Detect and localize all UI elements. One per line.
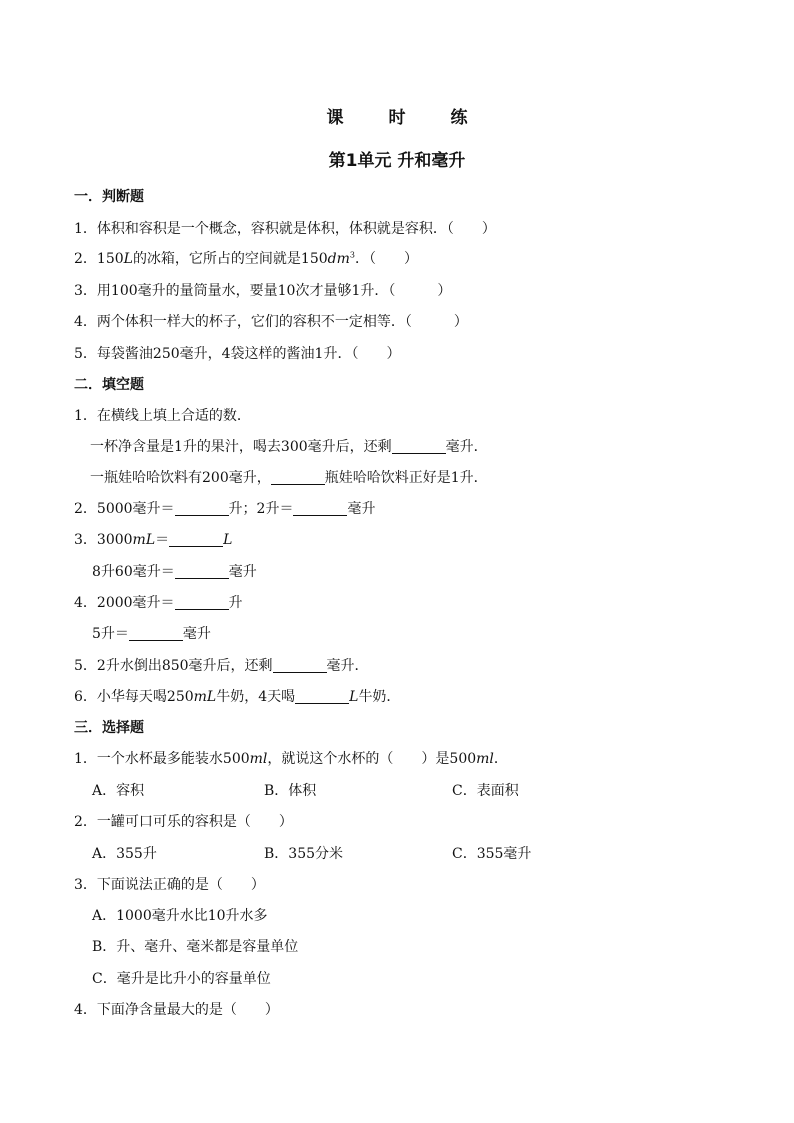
question-2-5: 5．2升水倒出850毫升后，还剩 毫升．: [74, 658, 369, 674]
answer-blank[interactable]: [175, 564, 229, 579]
answer-blank[interactable]: [175, 501, 229, 516]
question-3-2: 2．一罐可口可乐的容积是（ ）: [74, 814, 293, 830]
question-1-4: 4．两个体积一样大的杯子，它们的容积不一定相等．（ ）: [74, 314, 468, 330]
question-1-1: 1．体积和容积是一个概念，容积就是体积，体积就是容积．（ ）: [74, 221, 496, 237]
answer-blank[interactable]: [169, 532, 223, 547]
answer-blank[interactable]: [273, 658, 327, 673]
question-2-3: 3．3000mL＝ L: [74, 532, 233, 548]
option-3-3-b[interactable]: B．升、毫升、毫米都是容量单位: [92, 939, 299, 955]
question-2-1a: 一杯净含量是1升的果汁，喝去300毫升后，还剩 毫升．: [90, 439, 488, 455]
question-1-2: 2．150L的冰箱，它所占的空间就是$150dm^3$．（ ）: [74, 250, 419, 267]
question-2-3b: 8升60毫升＝ 毫升: [92, 564, 257, 580]
question-1-3: 3．用100毫升的量筒量水，要量10次才量够1升．（ ）: [74, 283, 452, 299]
question-2-1b: 一瓶娃哈哈饮料有200毫升， 瓶娃哈哈饮料正好是1升．: [90, 470, 488, 486]
answer-blank[interactable]: [295, 689, 349, 704]
question-3-1: 1．一个水杯最多能装水500ml，就说这个水杯的（ ）是500ml．: [74, 751, 508, 767]
question-1-5: 5．每袋酱油250毫升，4袋这样的酱油1升．（ ）: [74, 346, 401, 362]
page-subtitle: 第1单元 升和毫升: [328, 151, 466, 171]
answer-blank[interactable]: [271, 470, 325, 485]
answer-blank[interactable]: [293, 501, 347, 516]
option-3-3-c[interactable]: C．毫升是比升小的容量单位: [92, 971, 271, 987]
answer-blank[interactable]: [392, 439, 446, 454]
option-3-1-c[interactable]: C．表面积: [452, 783, 519, 799]
section-heading-fill: 二．填空题: [74, 377, 144, 393]
section-heading-judgement: 一．判断题: [74, 189, 144, 205]
answer-blank[interactable]: [175, 595, 229, 610]
question-2-2: 2．5000毫升＝ 升；2升＝ 毫升: [74, 501, 376, 517]
question-3-3: 3．下面说法正确的是（ ）: [74, 877, 265, 893]
answer-blank[interactable]: [129, 626, 183, 641]
section-heading-choice: 三．选择题: [74, 720, 144, 736]
page-title: 课 时 练: [326, 108, 482, 128]
option-3-1-b[interactable]: B．体积: [264, 783, 317, 799]
question-2-6: 6．小华每天喝250mL牛奶，4天喝 L牛奶．: [74, 689, 401, 705]
question-2-1: 1．在横线上填上合适的数．: [74, 408, 251, 424]
question-3-4: 4．下面净含量最大的是（ ）: [74, 1002, 279, 1018]
option-3-2-c[interactable]: C．355毫升: [452, 846, 532, 862]
question-2-4: 4．2000毫升＝ 升: [74, 595, 243, 611]
question-2-4b: 5升＝ 毫升: [92, 626, 211, 642]
option-3-1-a[interactable]: A．容积: [92, 783, 145, 799]
option-3-2-b[interactable]: B．355分米: [264, 846, 344, 862]
option-3-2-a[interactable]: A．355升: [92, 846, 157, 862]
option-3-3-a[interactable]: A．1000毫升水比10升水多: [92, 908, 268, 924]
